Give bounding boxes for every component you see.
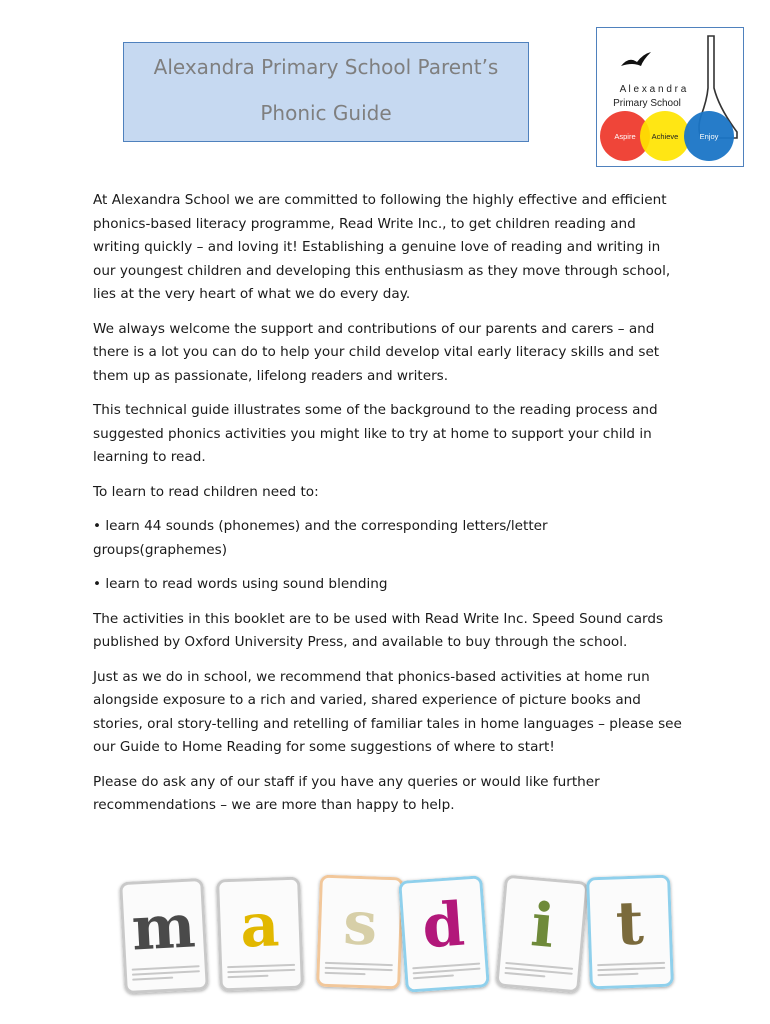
card-caption (324, 962, 393, 980)
card-caption (227, 964, 296, 982)
page-title-line-1: Alexandra Primary School Parent’s (153, 55, 499, 79)
logo-name-bottom: Primary School (613, 98, 681, 109)
learn-intro: To learn to read children need to: (93, 483, 319, 500)
card-letter: t (614, 888, 645, 960)
contact-paragraph: Please do ask any of our staff if you have any queries or would like further recommendations – we are more than happy to help. (93, 773, 600, 813)
sound-card-t (586, 875, 674, 990)
guide-paragraph: This technical guide illustrates some of the background to the reading process and suggested phonics activities you might like to try at home to support your child in learning to read. (93, 402, 658, 465)
card-letter: a (239, 890, 281, 962)
sound-card-d (398, 875, 490, 993)
sound-card-m (119, 878, 209, 994)
page-title-line-2: Phonic Guide (260, 101, 392, 125)
sound-card-a (216, 877, 304, 992)
school-logo (596, 27, 744, 167)
speed-sound-cards (112, 870, 672, 1000)
home-reading-paragraph: Just as we do in school, we recommend that phonics-based activities at home run alongside exposure to a rich and varied, shared experience of picture books and stories, oral story-telling and retelling of familiar tales in home languages – please see our Guide to Home Reading for some suggestions of where to start! (93, 668, 682, 755)
enjoy-label: Enjoy (699, 132, 719, 141)
intro-paragraph: At Alexandra School we are committed to following the highly effective and efficient phonics-based literacy programme, Read Write Inc., to get children reading and writing quickly – and loving it! Establishing a genuine love of reading and writing in our youngest children and developing this enthusiasm as they move through school, lies at the very heart of what we do every day. (93, 192, 671, 302)
sound-card-i (495, 875, 588, 994)
logo-name-top: A l e x a n d r a (619, 84, 687, 95)
body-text (93, 189, 683, 829)
achieve-label: Achieve (651, 132, 679, 141)
cards-paragraph: The activities in this booklet are to be used with Read Write Inc. Speed Sound cards published by Oxford University Press, and available to buy through the school. (93, 610, 664, 650)
sound-card-s (316, 875, 404, 990)
bird-icon (621, 52, 651, 66)
card-caption (597, 962, 666, 980)
support-paragraph: We always welcome the support and contributions of our parents and carers – and there is a lot you can do to help your child develop vital early literacy skills and set them up as passionate, lifelong readers and writers. (93, 320, 660, 384)
aspire-label: Aspire (614, 132, 636, 141)
bullet-sounds: • learn 44 sounds (phonemes) and the corresponding letters/letter groups(graphemes) (93, 518, 548, 558)
title-box (123, 42, 529, 142)
bullet-blending: • learn to read words using sound blending (93, 576, 388, 592)
card-letter: d (420, 889, 467, 963)
card-letter: m (130, 891, 198, 965)
card-letter: s (342, 888, 379, 960)
card-letter: i (528, 890, 558, 962)
